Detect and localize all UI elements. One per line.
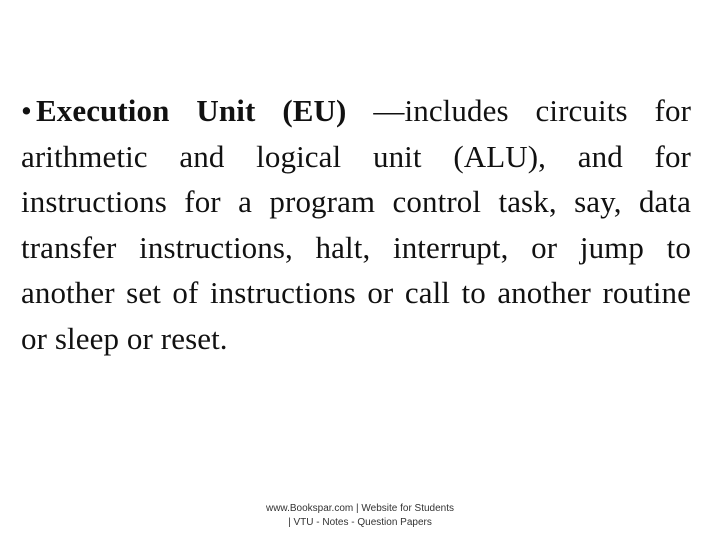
lead-term: Execution Unit (EU)	[35, 93, 347, 128]
bullet-symbol: •	[21, 93, 32, 128]
slide-body-text	[21, 88, 691, 361]
footer	[230, 502, 490, 530]
footer-line-1: www.Bookspar.com | Website for Students	[265, 503, 455, 514]
footer-line-2: | VTU - Notes - Question Papers	[288, 517, 432, 528]
body-description: —includes circuits for arithmetic and logical unit (ALU), and for instructions for a program control task, say, data transfer instructions, halt, interrupt, or jump to another set of instructions or call to another routine or sleep or reset.	[21, 93, 692, 356]
